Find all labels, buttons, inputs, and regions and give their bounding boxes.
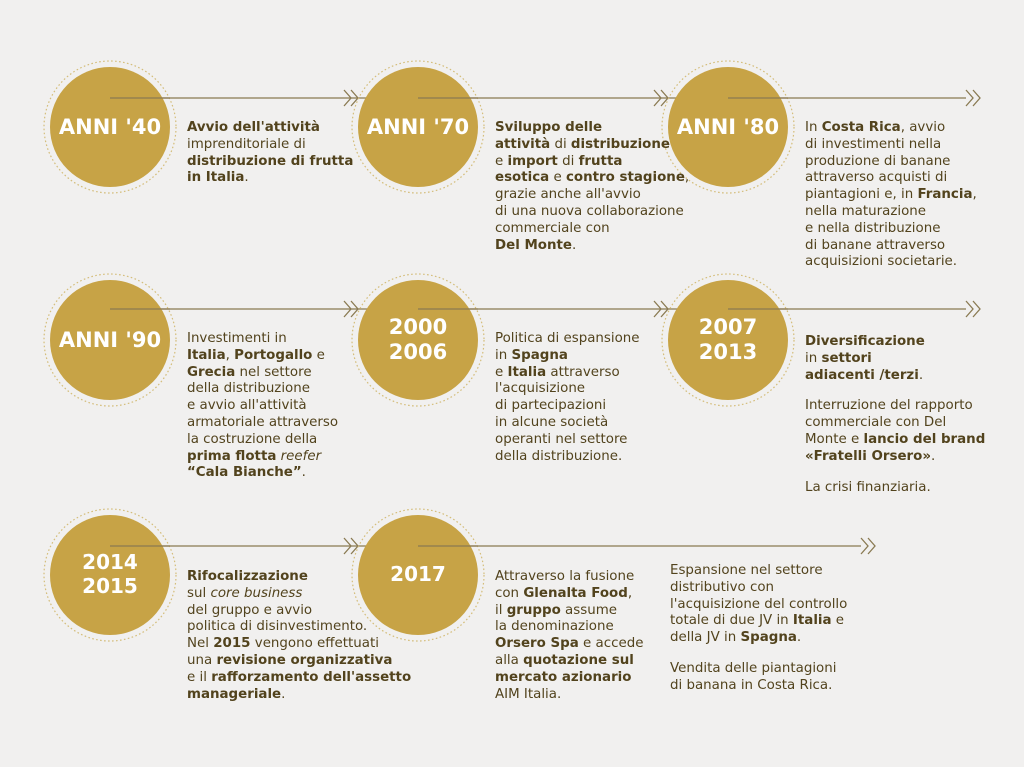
description-line: [187, 415, 338, 432]
description-line: [495, 432, 640, 449]
period-label-line: ANNI '40: [58, 114, 162, 139]
description-anni-90: [187, 331, 338, 482]
description-line: [187, 170, 353, 187]
text-run: .: [244, 170, 249, 186]
text-run: politica di disinvestimento.: [187, 619, 368, 635]
text-run: in Italia: [187, 170, 245, 186]
text-run: Espansione nel settore: [670, 563, 823, 578]
text-run: Diversificazione: [805, 334, 925, 349]
text-run: assume: [560, 602, 617, 618]
period-label-line: 2007: [698, 315, 758, 340]
description-line: [187, 653, 411, 670]
text-run: quotazione sul: [523, 652, 634, 668]
text-run: con: [495, 585, 524, 601]
text-run: Interruzione del rapporto: [805, 398, 973, 414]
description-2017-extra: [670, 563, 847, 695]
text-run: distribuzione: [570, 136, 670, 152]
text-run: lancio del brand: [863, 431, 986, 447]
text-run: core business: [210, 585, 303, 601]
text-run: .: [931, 448, 936, 464]
text-run: produzione di banane: [805, 153, 951, 169]
text-run: commerciale con Del: [805, 415, 947, 431]
text-run: import: [507, 153, 558, 169]
text-run: del gruppo e avvio: [187, 602, 313, 618]
period-label: [50, 67, 170, 187]
text-run: revisione organizzativa: [216, 652, 393, 668]
text-run: nel settore: [235, 364, 312, 380]
text-run: Glenalta Food: [523, 585, 628, 601]
text-run: della distribuzione.: [495, 448, 623, 464]
description-line: [670, 597, 847, 614]
text-run: 2015: [213, 636, 251, 652]
period-label-line: ANNI '70: [366, 114, 470, 139]
description-line: [187, 569, 411, 586]
description-line: [187, 636, 411, 653]
description-line: [805, 120, 977, 137]
text-run: vengono effettuati: [250, 636, 379, 652]
text-run: Italia: [187, 347, 226, 363]
description-line: [805, 154, 977, 171]
text-run: Del Monte: [495, 237, 572, 253]
period-label-line: 2017: [390, 562, 446, 587]
description-2007-2013: [805, 334, 985, 496]
text-run: la denominazione: [495, 619, 614, 635]
text-run: gruppo: [506, 602, 561, 618]
description-line: [805, 254, 977, 271]
text-run: Spagna: [511, 347, 568, 363]
description-line: [187, 432, 338, 449]
text-run: della JV in: [670, 630, 741, 646]
text-run: l'acquisizione del controllo: [670, 596, 848, 612]
description-line: [805, 238, 977, 255]
description-line: [187, 465, 338, 482]
period-label-line: ANNI '80: [676, 114, 780, 139]
period-label-line: 2006: [388, 340, 448, 364]
text-run: , avvio: [900, 120, 946, 135]
text-run: Avvio dell'attività: [187, 120, 320, 135]
description-line: [805, 351, 985, 368]
period-label: [358, 67, 478, 187]
description-line: [805, 368, 985, 385]
description-line: [805, 137, 977, 154]
text-run: in: [495, 347, 512, 363]
description-line: [805, 432, 985, 449]
text-run: e: [495, 153, 508, 169]
description-line: [805, 170, 977, 187]
text-run: Portogallo: [234, 347, 313, 363]
description-line: [187, 586, 411, 603]
description-line: [495, 348, 640, 365]
text-run: ,: [627, 585, 633, 601]
description-line: [670, 563, 847, 580]
description-line: [495, 687, 643, 704]
text-run: una: [187, 652, 217, 668]
text-run: di una nuova collaborazione: [495, 203, 684, 219]
description-line: [495, 221, 689, 238]
text-run: AIM Italia.: [495, 686, 562, 702]
period-label-line: 2014: [82, 550, 138, 575]
text-run: .: [301, 465, 306, 481]
text-run: la costruzione della: [187, 431, 318, 447]
period-label: [50, 280, 170, 400]
description-line: [495, 170, 689, 187]
text-run: Orsero Spa: [495, 636, 579, 652]
description-line: [805, 398, 985, 415]
description-2017: [495, 569, 643, 703]
description-2000-2006: [495, 331, 640, 465]
description-line: [187, 449, 338, 466]
description-line: [670, 678, 847, 695]
text-run: Monte e: [805, 431, 864, 447]
text-run: .: [796, 630, 802, 646]
text-run: grazie anche all'avvio: [495, 187, 641, 203]
description-line: [187, 154, 353, 171]
text-run: Rifocalizzazione: [187, 569, 308, 584]
period-label: [50, 515, 170, 635]
description-line: [805, 187, 977, 204]
text-run: alla: [495, 652, 524, 668]
description-line: [495, 670, 643, 687]
description-line: [495, 120, 689, 137]
description-2014-2015: [187, 569, 411, 703]
description-line: [495, 398, 640, 415]
description-line: [670, 613, 847, 630]
text-run: contro stagione: [565, 170, 685, 186]
text-run: prima flotta: [187, 448, 277, 464]
text-run: esotica: [495, 170, 550, 186]
text-run: attraverso acquisti di: [805, 170, 948, 186]
text-run: attività: [495, 136, 551, 152]
description-line: [495, 569, 643, 586]
text-run: commerciale con: [495, 220, 610, 236]
text-run: e: [831, 613, 845, 629]
text-run: e il: [187, 669, 212, 685]
description-anni-80: [805, 120, 977, 271]
text-run: adiacenti /terzi: [805, 367, 919, 383]
text-run: di investimenti nella: [805, 136, 942, 152]
description-line: [670, 661, 847, 678]
text-run: Italia: [792, 613, 832, 629]
chevron-right-icon: [966, 301, 980, 317]
text-run: nella maturazione: [805, 203, 926, 219]
description-line: [187, 603, 411, 620]
description-line: [805, 449, 985, 466]
period-label-line: ANNI '90: [58, 327, 162, 352]
text-run: Italia: [507, 364, 547, 380]
text-run: della distribuzione: [187, 381, 310, 397]
description-line: [187, 137, 353, 154]
text-run: sul: [187, 585, 211, 601]
text-run: Spagna: [740, 630, 797, 646]
description-line: [187, 687, 411, 704]
period-label-line: 2015: [82, 574, 138, 598]
text-run: di banana in Costa Rica.: [670, 677, 833, 693]
text-run: attraverso: [546, 364, 620, 380]
text-run: Francia: [917, 187, 973, 203]
text-run: e avvio all'attività: [187, 398, 307, 414]
description-line: [670, 630, 847, 647]
text-run: frutta: [578, 153, 623, 169]
text-run: in: [805, 350, 822, 366]
text-run: settori: [821, 350, 872, 366]
text-run: e accede: [578, 636, 644, 652]
text-run: operanti nel settore: [495, 431, 628, 447]
description-line: [670, 580, 847, 597]
text-run: “Cala Bianche”: [187, 465, 302, 481]
period-label: [358, 280, 478, 400]
text-run: Nel: [187, 636, 214, 652]
text-run: .: [572, 237, 577, 253]
description-line: [495, 331, 640, 348]
period-label-line: 2013: [698, 340, 758, 364]
text-run: il: [495, 602, 507, 618]
description-line: [495, 381, 640, 398]
period-label-line: 2000: [388, 315, 448, 340]
description-line: [495, 603, 643, 620]
description-line: [187, 398, 338, 415]
description-anni-70: [495, 120, 689, 254]
text-run: e: [495, 364, 508, 380]
text-run: distributivo con: [670, 579, 775, 595]
description-line: [187, 331, 338, 348]
text-run: acquisizioni societarie.: [805, 254, 958, 270]
description-line: [805, 221, 977, 238]
text-run: «Fratelli Orsero»: [805, 448, 931, 464]
text-run: manageriale: [187, 686, 282, 702]
text-run: piantagioni e, in: [805, 187, 918, 203]
description-line: [187, 619, 411, 636]
description-line: [187, 120, 353, 137]
text-run: ,: [972, 187, 977, 203]
description-anni-40: [187, 120, 353, 187]
description-line: [187, 365, 338, 382]
text-run: .: [918, 367, 924, 383]
text-run: e: [549, 170, 566, 186]
description-line: [187, 670, 411, 687]
text-run: in alcune società: [495, 414, 609, 430]
description-line: [805, 480, 985, 497]
description-line: [187, 348, 338, 365]
chevron-right-icon: [861, 538, 875, 554]
text-run: rafforzamento dell'assetto: [211, 669, 412, 685]
period-label: [668, 280, 788, 400]
text-run: mercato azionario: [495, 669, 632, 685]
text-run: e nella distribuzione: [805, 220, 941, 236]
description-line: [495, 586, 643, 603]
text-run: ,: [684, 170, 690, 186]
text-run: di banane attraverso: [805, 237, 946, 253]
description-line: [495, 619, 643, 636]
description-line: [495, 415, 640, 432]
description-line: [495, 137, 689, 154]
text-run: armatoriale attraverso: [187, 414, 339, 430]
description-line: [495, 154, 689, 171]
text-run: Sviluppo delle: [495, 120, 603, 135]
text-run: di: [557, 153, 579, 169]
description-line: [805, 334, 985, 351]
description-line: [495, 238, 689, 255]
text-run: di partecipazioni: [495, 398, 607, 414]
text-run: Investimenti in: [187, 331, 287, 346]
description-line: [495, 449, 640, 466]
text-run: Costa Rica: [821, 120, 901, 135]
text-run: La crisi finanziaria.: [805, 479, 931, 495]
text-run: Attraverso la fusione: [495, 569, 635, 584]
text-run: Vendita delle piantagioni: [670, 660, 837, 676]
text-run: ,: [225, 347, 235, 363]
text-run: Politica di espansione: [495, 331, 640, 346]
text-run: distribuzione di frutta: [187, 153, 354, 169]
text-run: .: [281, 686, 286, 702]
description-line: [495, 636, 643, 653]
text-run: In: [805, 120, 822, 135]
chevron-right-icon: [966, 90, 980, 106]
description-line: [495, 204, 689, 221]
text-run: l'acquisizione: [495, 381, 586, 397]
text-run: imprenditoriale di: [187, 136, 306, 152]
description-line: [187, 381, 338, 398]
text-run: Grecia: [187, 364, 236, 380]
text-run: reefer: [280, 448, 322, 464]
description-line: [805, 204, 977, 221]
text-run: di: [550, 136, 571, 152]
description-line: [495, 365, 640, 382]
description-line: [495, 653, 643, 670]
description-line: [495, 187, 689, 204]
text-run: e: [312, 347, 325, 363]
text-run: totale di due JV in: [670, 613, 793, 629]
description-line: [805, 415, 985, 432]
